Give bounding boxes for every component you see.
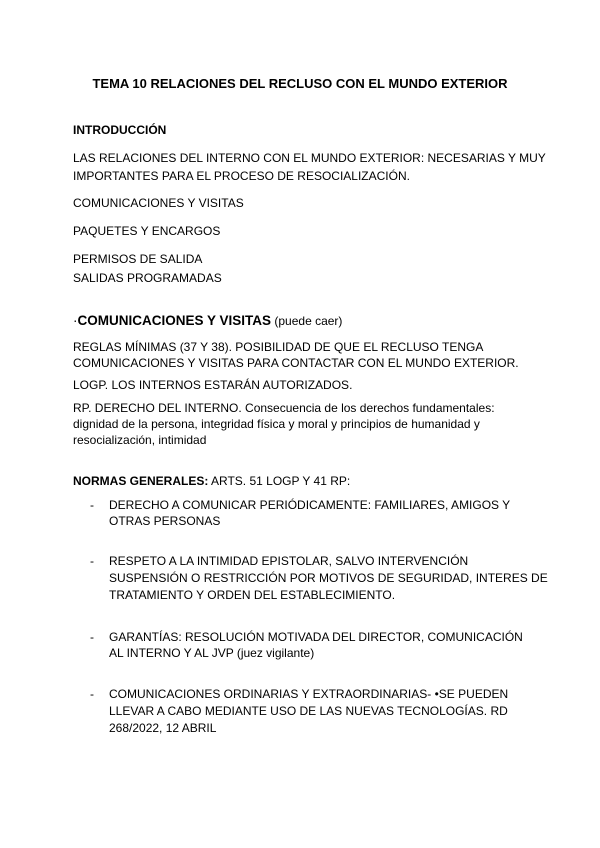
section-prefix: · [73,313,78,328]
bullet-dash: - [90,630,94,644]
list-item-line: TRATAMIENTO Y ORDEN DEL ESTABLECIMIENTO. [109,588,396,602]
bullet-dash: - [90,498,94,512]
section-text-line: REGLAS MÍNIMAS (37 Y 38). POSIBILIDAD DE QUE EL RECLUSO TENGA [73,340,484,354]
intro-heading: INTRODUCCIÓN [73,123,167,137]
intro-list-item: COMUNICACIONES Y VISITAS [73,196,244,210]
section-text-line: LOGP. LOS INTERNOS ESTARÁN AUTORIZADOS. [73,378,353,392]
list-item-line: AL INTERNO Y AL JVP (juez vigilante) [109,646,315,660]
list-item-line: COMUNICACIONES ORDINARIAS Y EXTRAORDINARIAS- •SE PUEDEN [109,687,509,701]
page-title: TEMA 10 RELACIONES DEL RECLUSO CON EL MUNDO EXTERIOR [92,76,508,91]
section-text-line: COMUNICACIONES Y VISITAS PARA CONTACTAR CON EL MUNDO EXTERIOR. [73,356,519,370]
intro-list-item: PERMISOS DE SALIDA [73,252,203,266]
list-item-line: DERECHO A COMUNICAR PERIÓDICAMENTE: FAMILIARES, AMIGOS Y [109,498,511,512]
list-item-line: RESPETO A LA INTIMIDAD EPISTOLAR, SALVO INTERVENCIÓN [109,554,469,568]
section-text-line: dignidad de la persona, integridad física y moral y principios de humanidad y [73,417,480,431]
intro-text-line: IMPORTANTES PARA EL PROCESO DE RESOCIALIZACIÓN. [73,169,410,183]
intro-text-line: LAS RELACIONES DEL INTERNO CON EL MUNDO EXTERIOR: NECESARIAS Y MUY [73,151,546,165]
normas-heading-articles: ARTS. 51 LOGP Y 41 RP: [211,474,351,488]
section-text-line: resocialización, intimidad [73,433,207,447]
section-text-line: RP. DERECHO DEL INTERNO. Consecuencia de los derechos fundamentales: [73,401,495,415]
section-heading [73,313,342,329]
list-item-line: SUSPENSIÓN O RESTRICCIÓN POR MOTIVOS DE SEGURIDAD, INTERES DE [109,571,548,585]
normas-heading-label: NORMAS GENERALES: [73,474,209,488]
intro-list-item: PAQUETES Y ENCARGOS [73,224,221,238]
list-item-line: 268/2022, 12 ABRIL [109,721,217,735]
section-title: COMUNICACIONES Y VISITAS [77,313,272,328]
list-item-line: LLEVAR A CABO MEDIANTE USO DE LAS NUEVAS TECNOLOGÍAS. RD [109,704,508,718]
intro-list-item: SALIDAS PROGRAMADAS [73,271,222,285]
bullet-dash: - [90,687,94,701]
list-item-line: OTRAS PERSONAS [109,514,221,528]
section-note: (puede caer) [274,314,343,328]
normas-heading [73,473,350,489]
bullet-dash: - [90,554,94,568]
list-item-line: GARANTÍAS: RESOLUCIÓN MOTIVADA DEL DIRECTOR, COMUNICACIÓN [109,630,523,644]
